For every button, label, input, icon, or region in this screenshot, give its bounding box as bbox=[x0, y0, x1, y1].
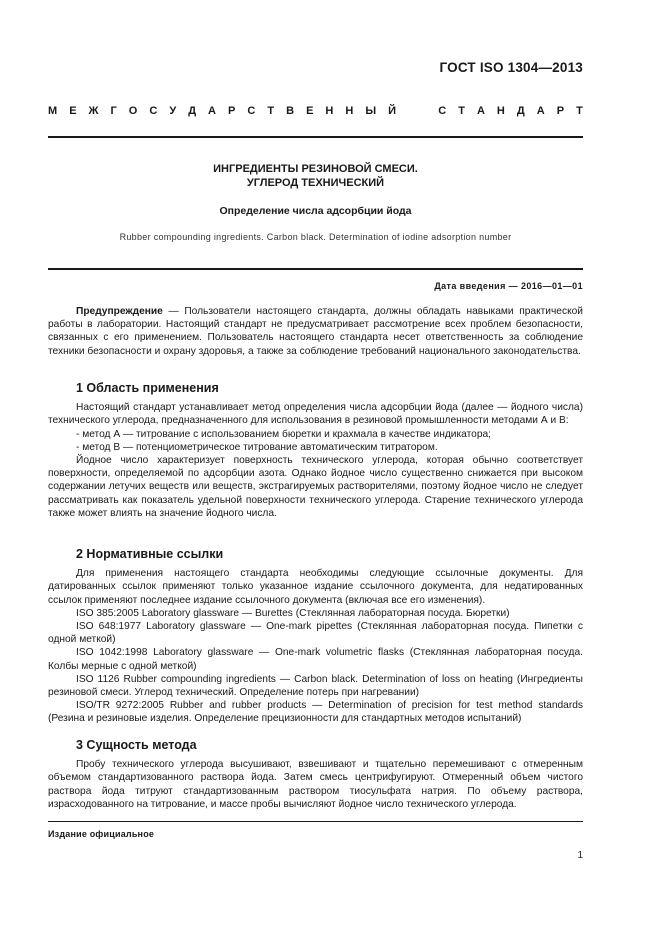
warning-text: — Пользователи настоящего стандарта, должны обладать навыками практической работы в лаборатории. Настоящий стандарт не предусматривает рассмотрение всех проблем безопасности, связанных с его применением. Пользователь настоящего стандарта несет ответственность за соблюдение техники безопасности и охрану здоровья, а также за соблюдение требований национального законодательства. bbox=[48, 306, 583, 357]
section-1 bbox=[48, 382, 583, 520]
banner-letter: Н bbox=[345, 105, 354, 117]
banner-letter: Ы bbox=[365, 105, 377, 117]
document-subtitle: Определение числа адсорбции йода bbox=[219, 205, 412, 217]
banner-letter: У bbox=[169, 105, 177, 117]
section-3-heading: 3 Сущность метода bbox=[76, 738, 197, 752]
banner-letter: Й bbox=[388, 105, 397, 117]
banner-letter: Д bbox=[516, 105, 525, 117]
banner-letter: М bbox=[48, 105, 58, 117]
page-number: 1 bbox=[577, 850, 583, 861]
interstate-standard-banner bbox=[48, 105, 583, 117]
section-1-heading: 1 Область применения bbox=[76, 381, 219, 395]
banner-letter: С bbox=[149, 105, 158, 117]
banner-letter: Т bbox=[458, 105, 465, 117]
banner-letter: С bbox=[438, 105, 447, 117]
warning-block bbox=[48, 305, 583, 358]
banner-letter: Н bbox=[496, 105, 505, 117]
title-line-2: УГЛЕРОД ТЕХНИЧЕСКИЙ bbox=[246, 177, 385, 189]
banner-letter bbox=[423, 105, 426, 117]
section-2-heading: 2 Нормативные ссылки bbox=[76, 547, 224, 561]
official-edition-label: Издание официальное bbox=[48, 829, 155, 839]
banner-letter: В bbox=[286, 105, 295, 117]
english-title: Rubber compounding ingredients. Carbon black. Determination of iodine adsorption number bbox=[119, 232, 512, 242]
section-1-paragraph-1: Настоящий стандарт устанавливает метод определения числа адсорбции йода (далее — йодного числа) технического углерода, предназначенного для использования в резиновой промышленности методами А и В: bbox=[48, 402, 583, 427]
warning-paragraph bbox=[48, 305, 583, 358]
banner-letter: Т bbox=[576, 105, 583, 117]
banner-letter: Г bbox=[110, 105, 117, 117]
title-line-1: ИНГРЕДИЕНТЫ РЕЗИНОВОЙ СМЕСИ. bbox=[213, 163, 418, 175]
reference-iso-1042: ISO 1042:1998 Laboratory glassware — One-mark volumetric flasks (Стеклянная лабораторная посуда. Колбы мерные с одной меткой) bbox=[48, 647, 583, 672]
top-rule bbox=[48, 136, 583, 138]
reference-iso-tr-9272: ISO/TR 9272:2005 Rubber and rubber products — Determination of precision for test method standards (Резина и резиновые изделия. Определение прецизионности для стандартных методов испытаний) bbox=[48, 700, 583, 725]
banner-letter: С bbox=[247, 105, 256, 117]
section-3 bbox=[48, 739, 583, 811]
banner-letter: Т bbox=[267, 105, 275, 117]
section-3-paragraph-1: Пробу технического углерода высушивают, взвешивают и тщательно перемешивают с отмеренным объемом стандартизованного раствора йода. Затем смесь центрифугируют. Отмеренный объем чистого раствора йода титруют стандартизованным раствором тиосульфата натрия. По объему раствора, израсходованного на титрование, и массе пробы вычисляют йодное число технического углерода. bbox=[48, 759, 583, 810]
reference-iso-648: ISO 648:1977 Laboratory glassware — One-mark pipettes (Стеклянная лабораторная посуда. Пипетки с одной меткой) bbox=[48, 621, 583, 646]
section-2 bbox=[48, 548, 583, 726]
document-title bbox=[48, 162, 583, 190]
banner-letter: Е bbox=[69, 105, 77, 117]
banner-letter: Е bbox=[306, 105, 314, 117]
reference-iso-385: ISO 385:2005 Laboratory glassware — Burettes (Стеклянная лабораторная посуда. Бюретки) bbox=[76, 607, 510, 619]
banner-letter: Н bbox=[325, 105, 334, 117]
banner-letter: А bbox=[536, 105, 545, 117]
footer-rule bbox=[48, 821, 583, 822]
banner-letter: О bbox=[128, 105, 138, 117]
banner-letter: Д bbox=[188, 105, 197, 117]
standard-code: ГОСТ ISO 1304—2013 bbox=[439, 60, 583, 75]
section-2-paragraph-1: Для применения настоящего стандарта необходимы следующие ссылочные документы. Для датированных ссылок применяют только указанное издание ссылочного документа, для недатированных ссылок применяют последнее издание ссылочного документа (включая все его изменения). bbox=[48, 568, 583, 606]
banner-letter: Ж bbox=[88, 105, 99, 117]
banner-letter: Р bbox=[556, 105, 565, 117]
reference-iso-1126: ISO 1126 Rubber compounding ingredients — Carbon black. Determination of loss on heating (Ингредиенты резиновой смеси. Углерод технический. Определение потерь при нагревании) bbox=[48, 673, 583, 699]
banner-letter: Р bbox=[228, 105, 236, 117]
section-1-paragraph-2: Йодное число характеризует поверхность технического углерода, которая обычно соответствует поверхности, определяемой по адсорбции азота. Однако йодное число существенно снижается при высоком содержании летучих веществ или веществ, экстрагируемых растворителями, поэтому йодное число не следует рассматривать как показатель удельной поверхности технического углерода. Старение технического углерода также может влиять на значение йодного числа. bbox=[48, 455, 583, 519]
introduction-date: Дата введения — 2016—01—01 bbox=[434, 281, 583, 291]
method-a-item: - метод А — титрование с использованием бюретки и крахмала в качестве индикатора; bbox=[76, 428, 491, 440]
warning-lead: Предупреждение bbox=[76, 306, 163, 317]
method-b-item: - метод В — потенциометрическое титрование автоматическим титратором. bbox=[76, 441, 438, 453]
banner-letter bbox=[408, 105, 411, 117]
banner-letter: А bbox=[476, 105, 485, 117]
title-rule bbox=[48, 268, 583, 270]
banner-letter: А bbox=[208, 105, 216, 117]
